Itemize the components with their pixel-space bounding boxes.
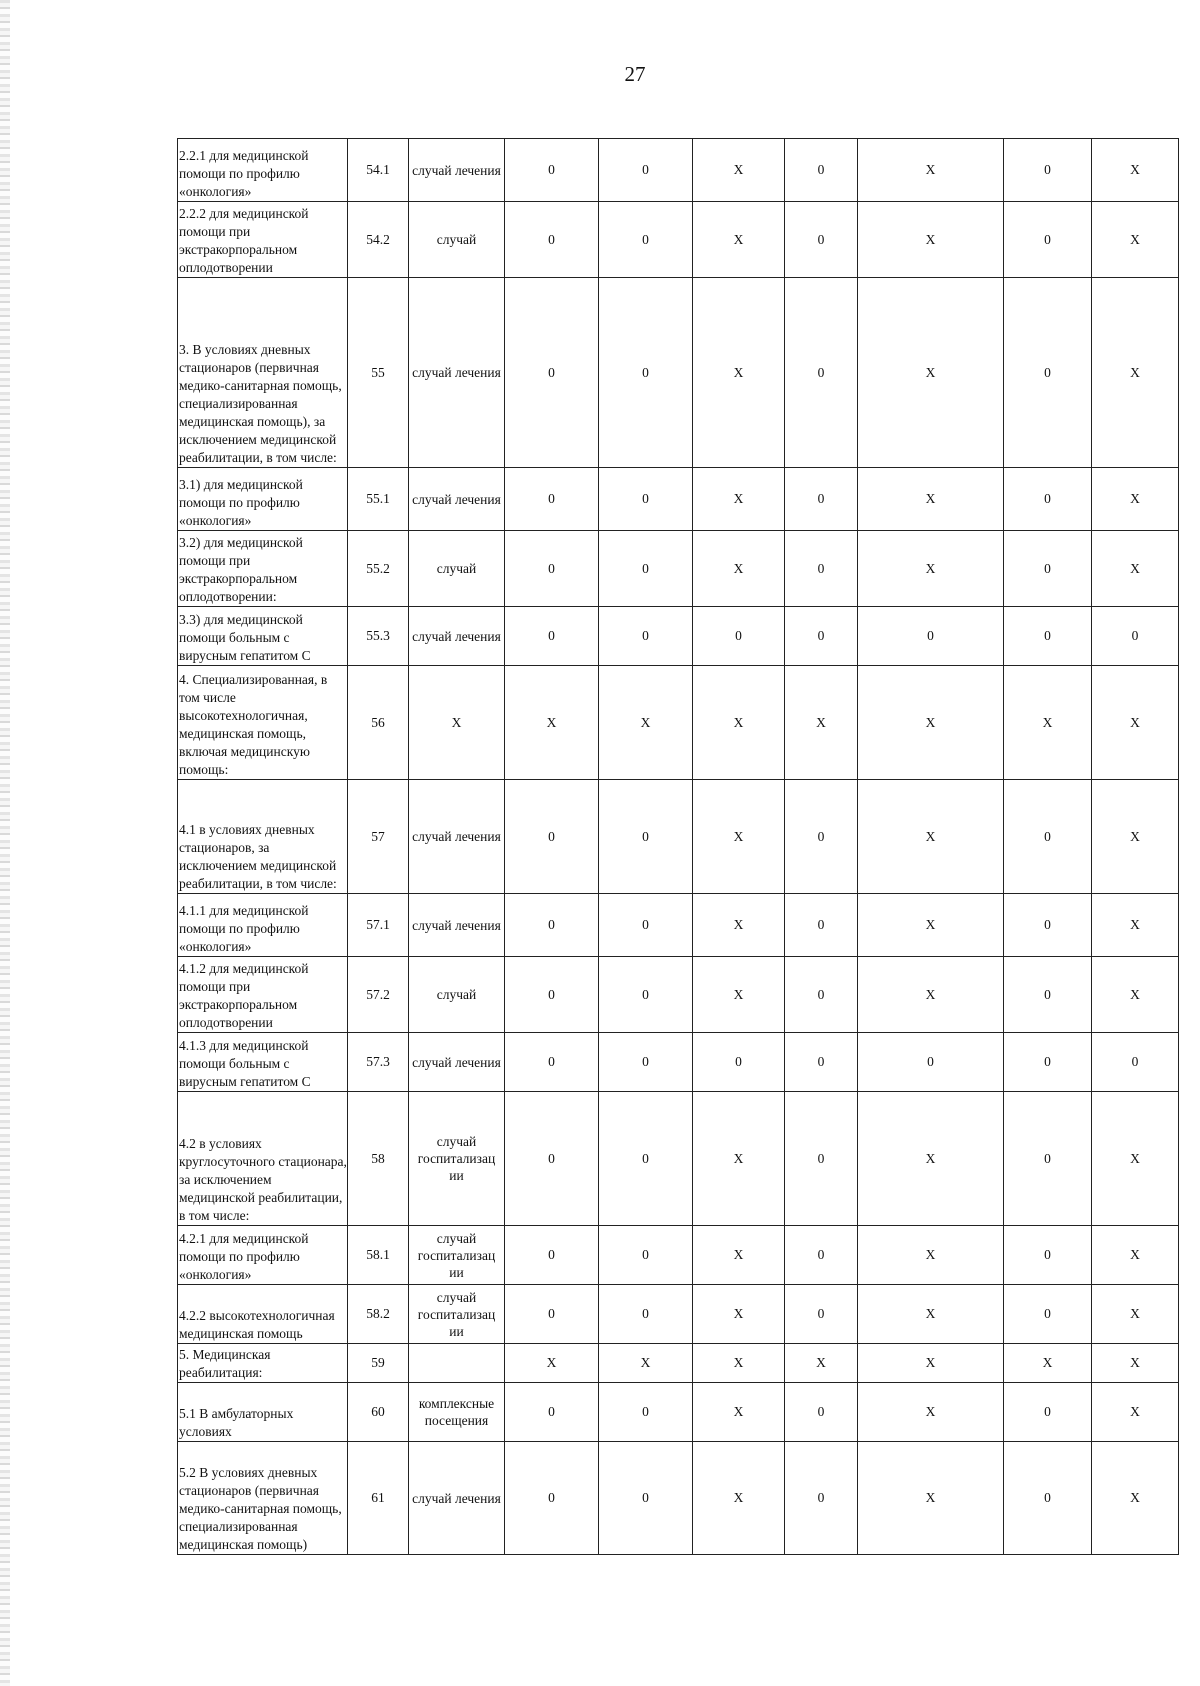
row-value-5: X bbox=[858, 1285, 1004, 1344]
row-value-4: 0 bbox=[785, 957, 858, 1033]
table-row bbox=[178, 894, 1179, 957]
row-unit bbox=[409, 1344, 505, 1383]
row-value-4: 0 bbox=[785, 1383, 858, 1442]
row-name: 5. Медицинская реабилитация: bbox=[178, 1344, 348, 1383]
row-code: 55.2 bbox=[348, 531, 409, 607]
row-value-4: 0 bbox=[785, 607, 858, 666]
row-value-5: X bbox=[858, 1092, 1004, 1226]
row-value-6: 0 bbox=[1004, 278, 1092, 468]
row-value-4: 0 bbox=[785, 468, 858, 531]
row-value-1: 0 bbox=[505, 468, 599, 531]
row-value-2: 0 bbox=[599, 139, 693, 202]
row-code: 56 bbox=[348, 666, 409, 780]
row-value-4: 0 bbox=[785, 202, 858, 278]
row-value-5: X bbox=[858, 468, 1004, 531]
row-name: 4.1.2 для медицинской помощи при экстракорпоральном оплодотворении bbox=[178, 957, 348, 1033]
row-name: 4. Специализированная, в том числе высокотехнологичная, медицинская помощь, включая медицинскую помощь: bbox=[178, 666, 348, 780]
row-value-3: X bbox=[693, 1226, 785, 1285]
row-unit: случай госпитализац ии bbox=[409, 1092, 505, 1226]
row-value-3: 0 bbox=[693, 607, 785, 666]
row-value-7: X bbox=[1092, 139, 1179, 202]
row-unit: случай bbox=[409, 957, 505, 1033]
row-value-1: 0 bbox=[505, 1226, 599, 1285]
row-value-1: 0 bbox=[505, 894, 599, 957]
row-value-1: 0 bbox=[505, 1285, 599, 1344]
row-name: 4.2 в условиях круглосуточного стационара, за исключением медицинской реабилитации, в том числе: bbox=[178, 1092, 348, 1226]
row-value-3: 0 bbox=[693, 1033, 785, 1092]
row-value-2: 0 bbox=[599, 1226, 693, 1285]
row-value-7: 0 bbox=[1092, 1033, 1179, 1092]
row-value-1: 0 bbox=[505, 531, 599, 607]
row-unit: случай лечения bbox=[409, 1442, 505, 1555]
row-value-3: X bbox=[693, 1442, 785, 1555]
row-value-4: 0 bbox=[785, 780, 858, 894]
row-value-2: 0 bbox=[599, 202, 693, 278]
table-row bbox=[178, 607, 1179, 666]
row-value-1: X bbox=[505, 1344, 599, 1383]
table-row bbox=[178, 780, 1179, 894]
row-value-7: X bbox=[1092, 531, 1179, 607]
row-value-7: 0 bbox=[1092, 607, 1179, 666]
row-value-6: X bbox=[1004, 1344, 1092, 1383]
table-row bbox=[178, 1285, 1179, 1344]
row-value-1: 0 bbox=[505, 1442, 599, 1555]
row-value-2: X bbox=[599, 666, 693, 780]
row-value-3: X bbox=[693, 1344, 785, 1383]
row-code: 59 bbox=[348, 1344, 409, 1383]
row-unit: случай лечения bbox=[409, 139, 505, 202]
row-value-7: X bbox=[1092, 1285, 1179, 1344]
volume-table bbox=[177, 138, 1179, 1555]
row-value-3: X bbox=[693, 894, 785, 957]
row-value-3: X bbox=[693, 780, 785, 894]
row-unit: случай лечения bbox=[409, 607, 505, 666]
row-value-1: 0 bbox=[505, 1383, 599, 1442]
row-name: 3.3) для медицинской помощи больным с вирусным гепатитом С bbox=[178, 607, 348, 666]
row-code: 55 bbox=[348, 278, 409, 468]
row-value-2: 0 bbox=[599, 1383, 693, 1442]
row-value-6: 0 bbox=[1004, 1033, 1092, 1092]
row-value-3: X bbox=[693, 666, 785, 780]
row-value-7: X bbox=[1092, 1092, 1179, 1226]
row-value-2: 0 bbox=[599, 1033, 693, 1092]
table-row bbox=[178, 1033, 1179, 1092]
row-value-1: 0 bbox=[505, 1092, 599, 1226]
row-unit: случай лечения bbox=[409, 468, 505, 531]
row-value-4: 0 bbox=[785, 1033, 858, 1092]
row-value-5: X bbox=[858, 531, 1004, 607]
row-value-5: X bbox=[858, 666, 1004, 780]
row-value-1: 0 bbox=[505, 607, 599, 666]
row-name: 4.1.1 для медицинской помощи по профилю «онкология» bbox=[178, 894, 348, 957]
row-value-2: 0 bbox=[599, 894, 693, 957]
row-value-7: X bbox=[1092, 278, 1179, 468]
table-row bbox=[178, 1344, 1179, 1383]
row-value-2: 0 bbox=[599, 278, 693, 468]
row-value-2: 0 bbox=[599, 531, 693, 607]
table-row bbox=[178, 1226, 1179, 1285]
row-value-4: 0 bbox=[785, 894, 858, 957]
row-value-7: X bbox=[1092, 1226, 1179, 1285]
table-row bbox=[178, 957, 1179, 1033]
row-value-5: X bbox=[858, 780, 1004, 894]
row-value-4: X bbox=[785, 666, 858, 780]
page-number: 27 bbox=[624, 62, 646, 86]
row-name: 3. В условиях дневных стационаров (первичная медико-санитарная помощь, специализированная медицинская помощь), за исключением медицинской реабилитации, в том числе: bbox=[178, 278, 348, 468]
row-value-7: X bbox=[1092, 780, 1179, 894]
row-value-6: 0 bbox=[1004, 531, 1092, 607]
row-value-5: X bbox=[858, 202, 1004, 278]
row-unit: случай лечения bbox=[409, 278, 505, 468]
row-value-7: X bbox=[1092, 1344, 1179, 1383]
row-value-2: 0 bbox=[599, 1442, 693, 1555]
row-value-6: 0 bbox=[1004, 1226, 1092, 1285]
row-value-4: 0 bbox=[785, 1226, 858, 1285]
row-value-3: X bbox=[693, 531, 785, 607]
row-value-6: 0 bbox=[1004, 468, 1092, 531]
row-value-3: X bbox=[693, 468, 785, 531]
table-body bbox=[178, 139, 1179, 1555]
row-name: 2.2.1 для медицинской помощи по профилю «онкология» bbox=[178, 139, 348, 202]
row-value-5: X bbox=[858, 1226, 1004, 1285]
row-value-5: 0 bbox=[858, 607, 1004, 666]
row-value-4: 0 bbox=[785, 1442, 858, 1555]
row-name: 5.1 В амбулаторных условиях bbox=[178, 1383, 348, 1442]
table-row bbox=[178, 1383, 1179, 1442]
row-name: 4.1 в условиях дневных стационаров, за исключением медицинской реабилитации, в том числе: bbox=[178, 780, 348, 894]
row-value-6: 0 bbox=[1004, 1285, 1092, 1344]
row-value-7: X bbox=[1092, 894, 1179, 957]
row-name: 3.1) для медицинской помощи по профилю «онкология» bbox=[178, 468, 348, 531]
row-value-3: X bbox=[693, 278, 785, 468]
row-unit: случай лечения bbox=[409, 1033, 505, 1092]
row-value-5: X bbox=[858, 1383, 1004, 1442]
row-value-2: 0 bbox=[599, 607, 693, 666]
row-value-6: 0 bbox=[1004, 1383, 1092, 1442]
row-value-5: X bbox=[858, 139, 1004, 202]
table-row bbox=[178, 1092, 1179, 1226]
row-value-3: X bbox=[693, 1285, 785, 1344]
row-code: 55.3 bbox=[348, 607, 409, 666]
row-code: 57 bbox=[348, 780, 409, 894]
row-value-1: 0 bbox=[505, 780, 599, 894]
row-code: 58.2 bbox=[348, 1285, 409, 1344]
scan-edge-artifact bbox=[0, 0, 10, 1686]
row-value-7: X bbox=[1092, 468, 1179, 531]
row-value-6: 0 bbox=[1004, 957, 1092, 1033]
row-code: 57.3 bbox=[348, 1033, 409, 1092]
row-code: 58.1 bbox=[348, 1226, 409, 1285]
row-name: 4.1.3 для медицинской помощи больным с вирусным гепатитом С bbox=[178, 1033, 348, 1092]
row-unit: случай bbox=[409, 531, 505, 607]
table-row bbox=[178, 531, 1179, 607]
row-unit: случай госпитализац ии bbox=[409, 1226, 505, 1285]
table-row bbox=[178, 666, 1179, 780]
row-name: 4.2.1 для медицинской помощи по профилю «онкология» bbox=[178, 1226, 348, 1285]
table-row bbox=[178, 468, 1179, 531]
row-value-6: 0 bbox=[1004, 607, 1092, 666]
row-value-4: 0 bbox=[785, 1092, 858, 1226]
row-value-4: 0 bbox=[785, 531, 858, 607]
row-value-5: X bbox=[858, 894, 1004, 957]
row-value-6: 0 bbox=[1004, 202, 1092, 278]
row-value-6: 0 bbox=[1004, 894, 1092, 957]
row-value-6: 0 bbox=[1004, 139, 1092, 202]
row-code: 57.1 bbox=[348, 894, 409, 957]
row-unit: случай лечения bbox=[409, 780, 505, 894]
row-value-5: 0 bbox=[858, 1033, 1004, 1092]
row-value-2: 0 bbox=[599, 468, 693, 531]
row-value-3: X bbox=[693, 1383, 785, 1442]
row-unit: случай лечения bbox=[409, 894, 505, 957]
row-value-5: X bbox=[858, 278, 1004, 468]
row-value-6: 0 bbox=[1004, 1442, 1092, 1555]
table-row bbox=[178, 139, 1179, 202]
row-code: 58 bbox=[348, 1092, 409, 1226]
row-value-1: 0 bbox=[505, 278, 599, 468]
table-row bbox=[178, 278, 1179, 468]
row-value-2: 0 bbox=[599, 1092, 693, 1226]
row-value-6: 0 bbox=[1004, 780, 1092, 894]
row-value-7: X bbox=[1092, 202, 1179, 278]
row-unit: X bbox=[409, 666, 505, 780]
row-value-2: 0 bbox=[599, 1285, 693, 1344]
row-value-1: 0 bbox=[505, 957, 599, 1033]
row-value-2: X bbox=[599, 1344, 693, 1383]
row-value-7: X bbox=[1092, 1383, 1179, 1442]
row-name: 3.2) для медицинской помощи при экстракорпоральном оплодотворении: bbox=[178, 531, 348, 607]
row-value-1: 0 bbox=[505, 202, 599, 278]
row-name: 2.2.2 для медицинской помощи при экстракорпоральном оплодотворении bbox=[178, 202, 348, 278]
row-value-4: 0 bbox=[785, 278, 858, 468]
row-name: 4.2.2 высокотехнологичная медицинская помощь bbox=[178, 1285, 348, 1344]
row-value-1: X bbox=[505, 666, 599, 780]
table-row bbox=[178, 1442, 1179, 1555]
row-value-5: X bbox=[858, 1344, 1004, 1383]
row-value-4: X bbox=[785, 1344, 858, 1383]
table-row bbox=[178, 202, 1179, 278]
row-value-7: X bbox=[1092, 666, 1179, 780]
row-code: 54.2 bbox=[348, 202, 409, 278]
row-value-5: X bbox=[858, 1442, 1004, 1555]
row-name: 5.2 В условиях дневных стационаров (первичная медико-санитарная помощь, специализированная медицинская помощь) bbox=[178, 1442, 348, 1555]
row-value-3: X bbox=[693, 202, 785, 278]
row-code: 54.1 bbox=[348, 139, 409, 202]
row-value-7: X bbox=[1092, 1442, 1179, 1555]
row-value-5: X bbox=[858, 957, 1004, 1033]
row-value-3: X bbox=[693, 139, 785, 202]
row-code: 61 bbox=[348, 1442, 409, 1555]
row-value-6: 0 bbox=[1004, 1092, 1092, 1226]
row-unit: случай bbox=[409, 202, 505, 278]
row-value-2: 0 bbox=[599, 780, 693, 894]
row-value-4: 0 bbox=[785, 139, 858, 202]
row-value-3: X bbox=[693, 957, 785, 1033]
row-value-4: 0 bbox=[785, 1285, 858, 1344]
row-code: 60 bbox=[348, 1383, 409, 1442]
row-value-3: X bbox=[693, 1092, 785, 1226]
row-unit: комплексные посещения bbox=[409, 1383, 505, 1442]
row-unit: случай госпитализац ии bbox=[409, 1285, 505, 1344]
row-code: 57.2 bbox=[348, 957, 409, 1033]
row-value-1: 0 bbox=[505, 1033, 599, 1092]
row-value-2: 0 bbox=[599, 957, 693, 1033]
row-value-7: X bbox=[1092, 957, 1179, 1033]
row-code: 55.1 bbox=[348, 468, 409, 531]
row-value-1: 0 bbox=[505, 139, 599, 202]
row-value-6: X bbox=[1004, 666, 1092, 780]
